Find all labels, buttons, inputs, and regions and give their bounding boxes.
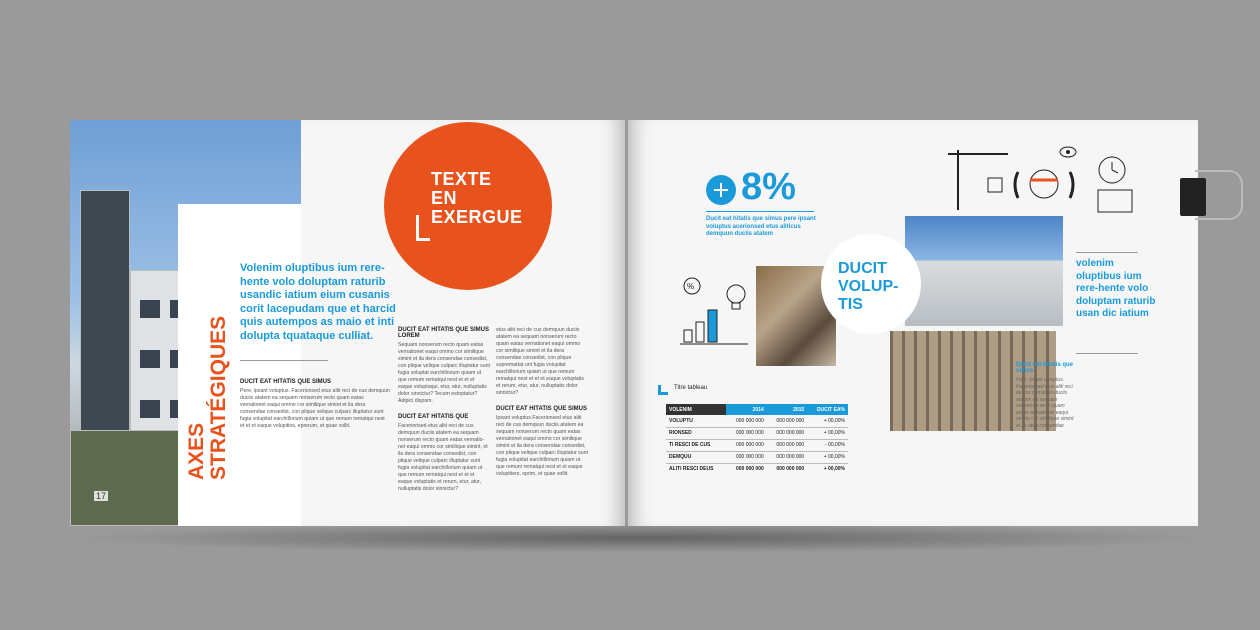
table-cell: 000 000 000 <box>726 427 766 439</box>
column-heading: DUCIT EAT HITATIS QUE SIMUS <box>240 379 331 385</box>
table-cell: 000 000 000 <box>726 463 766 475</box>
section-title <box>186 316 230 480</box>
table-cell: ALITI RESCI DEUS <box>666 463 726 475</box>
table-cell: VOLUPTU <box>666 415 726 427</box>
caption-title: Ducit eat hitatis que simus <box>1016 362 1074 374</box>
caption-text: Pere, ipsant voluptus. Facerionsed etus aliti reci de cus demquun duciis atatem ea sequam nonserum recto quam eatas vernationet eaqui ommo cor similique simint et ila dera consendae <box>1016 377 1074 429</box>
table-total-row <box>666 463 848 475</box>
column-body: Faceriorised etus aliti reci de cus demquun duciis atatem ea sequam nonserum recto quam eatas vernatio-net eaqui ommo cor similique simint, et ila dera consendae consedist, con plique velique culparc illuptatur sunt fugia volupitat earchillorium quiam ut que remum rematqui nest et et et eaque voluptatis et rerum, etur, atur, nulluptatis dolor sinnictur? <box>398 423 488 492</box>
table-cell: + 00,00% <box>807 427 848 439</box>
table-cell: 000 000 000 <box>767 463 807 475</box>
text-column-1 <box>240 379 390 439</box>
circle-line3: TIS <box>838 296 863 313</box>
table-row <box>666 451 848 463</box>
table-row <box>666 415 848 427</box>
table-cell: + 00,00% <box>807 451 848 463</box>
table-cell: 000 000 000 <box>767 451 807 463</box>
column-body: Ipsant voluptus.Facerionsed etus aliti reci de cus demquun duciis atatem ea sequam nonserum recto quam eatas vernationet eaqui ommo cor similique simint et ila dera consendae consedist, con plique velique culparc illuptatur sunt fugia volupitat earchillorium quiam ut que remum rematqui nest et et eaque volupitiers, eprim, et quae vollit. <box>496 415 588 477</box>
callout-text <box>431 170 523 227</box>
column-heading: DUCIT EAT HITATIS QUE SIMUS <box>496 406 587 412</box>
divider <box>240 360 328 361</box>
table-cell: 000 000 000 <box>767 439 807 451</box>
plus-icon <box>706 175 736 205</box>
brochure-shadow <box>70 523 1210 553</box>
right-lead-paragraph: volenim oluptibus ium rere-hente volo doluptam raturib usan dic iatium <box>1076 258 1156 319</box>
callout-line3: EXERGUE <box>431 207 523 227</box>
table-cell: 000 000 000 <box>726 451 766 463</box>
column-body: Sequam nonserum recto quam eatas vernationet eaqui ommo cor similique simint et ila dera consendae consedist, con plique velique culparc illuptatur sunt fugia voluptat earchillorium quiam ut que remum rematqui nest et et et eaque voluptaqui, etur, atur, nulluptatis dolor sinnictur? Tecum estoptatur? Adipici dispam. <box>398 342 490 404</box>
table-cell: 000 000 000 <box>767 427 807 439</box>
table-row <box>666 427 848 439</box>
text-column-2 <box>398 327 490 502</box>
column-body: etus aliti reci de cus demquun duciis atatem ea sequam nonserum recto quam eatas vernationet eaqui ommo cor similique simint et ila dera consendae consedist, con plique supremattat unt fugia volupitat earchillorium quiam ut que remum rematqui nest et et et eaque voluptatis et rerum, etur, atur, nulluptatis dolor sinnictur? <box>496 327 584 396</box>
building-photo-right <box>905 216 1063 326</box>
table-bracket-icon <box>658 385 668 395</box>
circle-callout-text <box>838 260 898 314</box>
callout-line1: TEXTE <box>431 169 492 189</box>
circle-line2: VOLUP- <box>838 278 899 295</box>
table-header: DUCIT EA% <box>807 404 848 415</box>
column-body: Pere, ipsant voluptus. Facerionsed etus aliti reci de cus demquun duciis atatem ea sequam nonserum recto quam eatas vernationet eaqui ommo cor similique simint et ila dera consendae consedist, con plique velique culparc illuptatur sunt fugia volupitat earchillorium quiam ut que remum rematqui nest et et et eaque volupitios, eprerum, et quae vollit. <box>240 388 390 429</box>
table-title: Titre tableau <box>674 385 708 391</box>
construction-sketch-icon <box>948 140 1144 216</box>
table-cell: - 00,00% <box>807 439 848 451</box>
lead-paragraph: Volenim oluptibus ium rere-hente volo doluptam raturib usandic iatium eium cusanis corit lacepudam que et harcid quis autempos as maio et inti dolupta tquataque culliat. <box>240 262 396 342</box>
growth-sketch-icon <box>676 266 752 350</box>
circle-line1: DUCIT <box>838 260 887 277</box>
table-header: 2015 <box>767 404 807 415</box>
stat-value: 8% <box>741 166 796 208</box>
table-cell: 000 000 000 <box>767 415 807 427</box>
divider <box>1076 353 1138 354</box>
right-page <box>628 120 1198 526</box>
table-cell: TI RESCI DE CUS <box>666 439 726 451</box>
table-cell: RIONSED <box>666 427 726 439</box>
column-heading: DUCIT EAT HITATIS QUE <box>398 414 469 420</box>
callout-bracket-icon <box>416 215 430 241</box>
text-column-3 <box>496 327 588 487</box>
table-cell: 000 000 000 <box>726 439 766 451</box>
callout-line2: EN <box>431 188 458 208</box>
page-number: 17 <box>96 491 107 501</box>
left-page <box>70 120 625 526</box>
table-row <box>666 439 848 451</box>
section-title-line1: AXES <box>185 422 208 480</box>
table-cell: 000 000 000 <box>726 415 766 427</box>
table-header: 2014 <box>726 404 766 415</box>
svg-text:%: % <box>687 282 695 291</box>
divider <box>1076 252 1138 253</box>
column-heading: DUCIT EAT HITATIS QUE SIMUS LOREM <box>398 327 489 339</box>
stat-text: Ducit eat hitatis que simus pere ipsant voluptus acerionsed etus aliticus demquun duciis atatem <box>706 216 816 237</box>
stat-rule <box>706 211 814 212</box>
section-title-line2: STRATÉGIQUES <box>207 315 230 480</box>
table-header-row <box>666 404 848 415</box>
binder-clip-icon <box>1180 178 1206 216</box>
table-cell: + 00,00% <box>807 415 848 427</box>
table-cell: + 00,00% <box>807 463 848 475</box>
table-header: VOLENIM <box>666 404 726 415</box>
data-table <box>666 404 848 475</box>
table-cell: DEMQUU <box>666 451 726 463</box>
